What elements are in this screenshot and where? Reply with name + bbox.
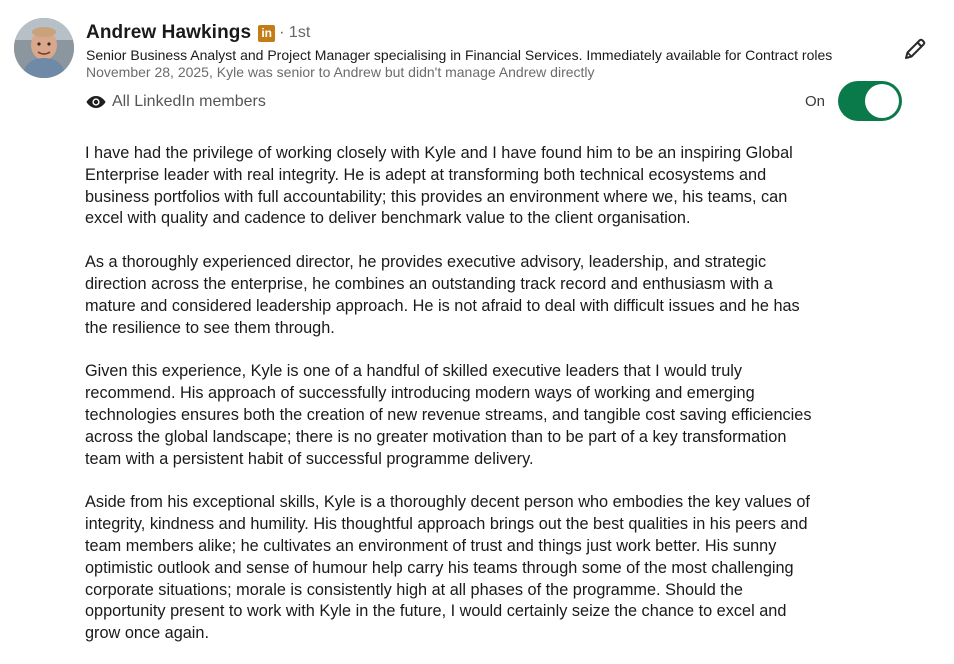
recommendation-paragraph: Aside from his exceptional skills, Kyle is a thoroughly decent person who embodies the key values of integrity, kindness and humility. His thoughtful approach brings out the best qualities in his peers and team members alike; he cultivates an environment of trust and things just work better. His sunny optimistic outlook and sense of humour help carry his teams through some of the most challenging corporate situations; morale is consistently high at all phases of the programme. Should the opportunity present to work with Kyle in the future, I would certainly seize the chance to excel and grow once again. [85, 493, 810, 643]
connection-degree: · 1st [279, 24, 311, 41]
avatar-photo [14, 18, 74, 78]
author-headline: Senior Business Analyst and Project Manager specialising in Financial Services. Immediately available for Contract roles [86, 47, 833, 63]
avatar[interactable] [14, 18, 74, 78]
visibility-setting [86, 91, 266, 113]
recommendation-paragraph: As a thoroughly experienced director, he provides executive advisory, leadership, and strategic direction across the enterprise, he combines an outstanding track record and enthusiasm with a mature and considered leadership approach. He is not afraid to deal with difficult issues and he has the resilience to see them through. [85, 253, 800, 337]
edit-button[interactable] [900, 34, 930, 64]
pencil-icon [902, 36, 928, 62]
toggle-knob [865, 84, 899, 118]
visibility-label: All LinkedIn members [112, 93, 266, 110]
author-name[interactable]: Andrew Hawkings [86, 22, 252, 43]
recommendation-meta: November 28, 2025, Kyle was senior to Andrew but didn't manage Andrew directly [86, 64, 595, 80]
name-row [86, 20, 886, 46]
author-header [86, 20, 886, 80]
linkedin-badge-icon: in [258, 25, 275, 42]
recommendation-paragraph: Given this experience, Kyle is one of a handful of skilled executive leaders that I would truly recommend. His approach of successfully introducing modern ways of working and emerging technologies ensures both the creation of new revenue streams, and tangible cost saving efficiencies across the global landscape; there is no greater motivation than to be part of a key transformation team with a persistent habit of successful programme delivery. [85, 362, 812, 468]
visibility-toggle-group [805, 81, 902, 121]
recommendation-text [85, 143, 885, 664]
eye-icon [86, 95, 106, 109]
toggle-label: On [805, 92, 826, 110]
recommendation-paragraph: I have had the privilege of working closely with Kyle and I have found him to be an inspiring Global Enterprise leader with real integrity. He is adept at transforming both technical ecosystems and business portfolios with full accountability; this provides an environment where we, his teams, can excel with quality and cadence to deliver benchmark value to the client organisation. [85, 144, 793, 228]
visibility-toggle[interactable] [838, 81, 902, 121]
